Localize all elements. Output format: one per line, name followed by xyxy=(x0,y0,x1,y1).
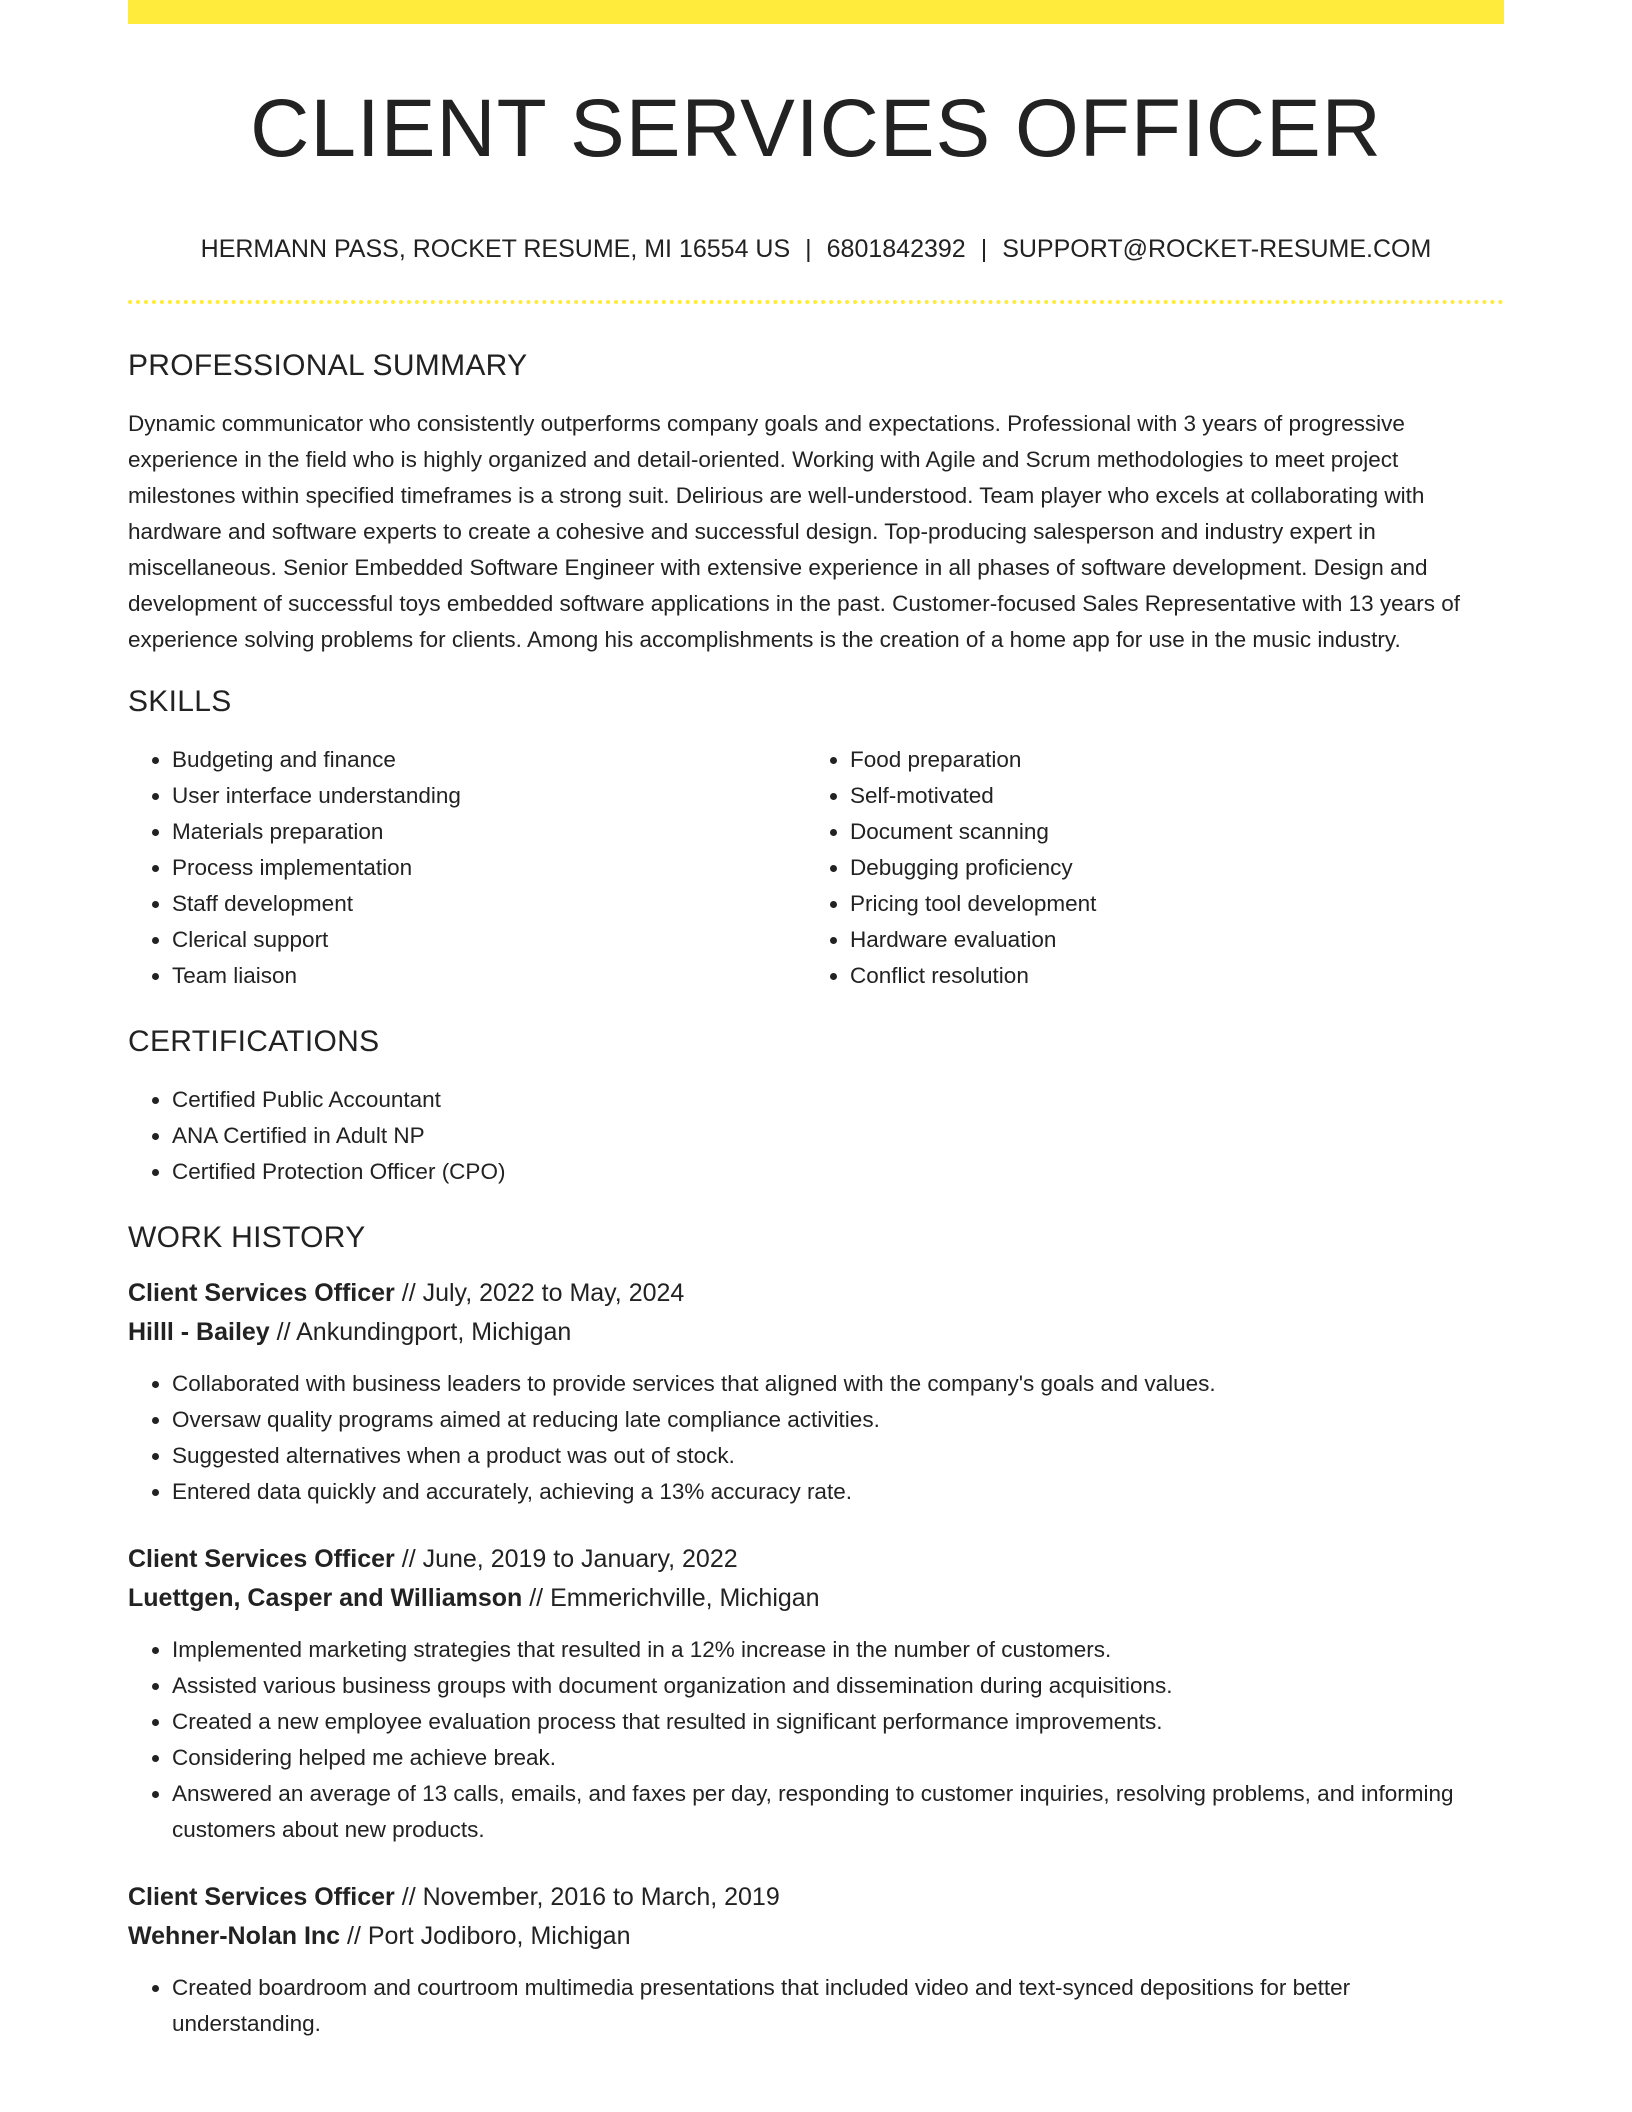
skill-item: • Self-motivated xyxy=(850,778,1484,814)
section-heading-certifications: CERTIFICATIONS xyxy=(128,1025,380,1059)
job-location: // Port Jodiboro, Michigan xyxy=(347,1922,631,1951)
contact-phone[interactable]: 6801842392 xyxy=(826,235,966,264)
job-dates: // July, 2022 to May, 2024 xyxy=(401,1279,685,1308)
job-bullet: • Entered data quickly and accurately, achieving a 13% accuracy rate. xyxy=(172,1474,1504,1510)
accent-bar xyxy=(128,0,1504,24)
job-bullet: • Answered an average of 13 calls, emails, and faxes per day, responding to customer inquiries, resolving problems, and informing customers about new products. xyxy=(172,1776,1504,1848)
skill-item: • Materials preparation xyxy=(172,814,806,850)
certification-item: • Certified Public Accountant xyxy=(172,1082,1504,1118)
job-dates: // June, 2019 to January, 2022 xyxy=(401,1545,738,1574)
section-heading-work-history: WORK HISTORY xyxy=(128,1221,366,1255)
section-heading-summary: PROFESSIONAL SUMMARY xyxy=(128,349,528,383)
certification-item: • ANA Certified in Adult NP xyxy=(172,1118,1504,1154)
job-title: Client Services Officer xyxy=(128,1545,395,1574)
job-company-line xyxy=(128,1313,1504,1352)
job-dates: // November, 2016 to March, 2019 xyxy=(401,1883,780,1912)
section-heading-skills: SKILLS xyxy=(128,685,232,719)
resume-page xyxy=(128,0,1504,2042)
job-title: Client Services Officer xyxy=(128,1883,395,1912)
contact-address: HERMANN PASS, ROCKET RESUME, MI 16554 US xyxy=(200,235,791,264)
job-entry xyxy=(128,1274,1504,1510)
skill-item: • Budgeting and finance xyxy=(172,742,806,778)
job-bullets xyxy=(128,1970,1504,2042)
job-entry xyxy=(128,1540,1504,1848)
job-title-line xyxy=(128,1878,1504,1917)
job-bullet: • Created boardroom and courtroom multimedia presentations that included video and text-synced depositions for better understanding. xyxy=(172,1970,1504,2042)
certification-item: • Certified Protection Officer (CPO) xyxy=(172,1154,1504,1190)
job-company-line xyxy=(128,1579,1504,1618)
job-location: // Ankundingport, Michigan xyxy=(276,1318,572,1347)
contact-email[interactable]: SUPPORT@ROCKET-RESUME.COM xyxy=(1002,235,1432,264)
job-company: Wehner-Nolan Inc xyxy=(128,1922,341,1951)
resume-title: CLIENT SERVICES OFFICER xyxy=(250,83,1382,174)
skill-item: • Hardware evaluation xyxy=(850,922,1484,958)
contact-line xyxy=(128,234,1504,264)
job-bullets xyxy=(128,1632,1504,1848)
skill-item: • Pricing tool development xyxy=(850,886,1484,922)
job-bullet: • Collaborated with business leaders to provide services that aligned with the company's goals and values. xyxy=(172,1366,1504,1402)
job-bullet: • Suggested alternatives when a product was out of stock. xyxy=(172,1438,1504,1474)
job-company: Hilll - Bailey xyxy=(128,1318,270,1347)
contact-separator: | xyxy=(980,235,988,264)
job-company: Luettgen, Casper and Williamson xyxy=(128,1584,523,1613)
job-title: Client Services Officer xyxy=(128,1279,395,1308)
job-bullet: • Oversaw quality programs aimed at reducing late compliance activities. xyxy=(172,1402,1504,1438)
job-bullets xyxy=(128,1366,1504,1510)
dotted-divider xyxy=(128,300,1504,304)
job-company-line xyxy=(128,1917,1504,1956)
skill-item: • Staff development xyxy=(172,886,806,922)
skill-item: • User interface understanding xyxy=(172,778,806,814)
skills-column-left xyxy=(128,742,806,994)
skill-item: • Food preparation xyxy=(850,742,1484,778)
job-bullet: • Created a new employee evaluation process that resulted in significant performance improvements. xyxy=(172,1704,1504,1740)
job-title-line xyxy=(128,1540,1504,1579)
skill-item: • Clerical support xyxy=(172,922,806,958)
skill-item: • Conflict resolution xyxy=(850,958,1484,994)
skill-item: • Process implementation xyxy=(172,850,806,886)
job-entry xyxy=(128,1878,1504,2042)
job-title-line xyxy=(128,1274,1504,1313)
skills-column-right xyxy=(806,742,1484,994)
skill-item: • Team liaison xyxy=(172,958,806,994)
contact-separator: | xyxy=(805,235,812,264)
job-bullet: • Assisted various business groups with document organization and dissemination during acquisitions. xyxy=(172,1668,1504,1704)
certifications-list xyxy=(128,1082,1504,1190)
skill-item: • Document scanning xyxy=(850,814,1484,850)
job-bullet: • Considering helped me achieve break. xyxy=(172,1740,1504,1776)
skills-list xyxy=(128,742,1504,994)
job-bullet: • Implemented marketing strategies that resulted in a 12% increase in the number of customers. xyxy=(172,1632,1504,1668)
skill-item: • Debugging proficiency xyxy=(850,850,1484,886)
job-location: // Emmerichville, Michigan xyxy=(529,1584,820,1613)
summary-text: Dynamic communicator who consistently outperforms company goals and expectations. Professional with 3 years of progressive experience in the field who is highly organized and detail-oriented. Working with Agile and Scrum methodologies to meet project milestones within specified timeframes is a strong suit. Delirious are well-understood. Team player who excels at collaborating with hardware and software experts to create a cohesive and successful design. Top-producing salesperson and industry expert in miscellaneous. Senior Embedded Software Engineer with extensive experience in all phases of software development. Design and development of successful toys embedded software applications in the past. Customer-focused Sales Representative with 13 years of experience solving problems for clients. Among his accomplishments is the creation of a home app for use in the music industry. xyxy=(128,411,1460,653)
